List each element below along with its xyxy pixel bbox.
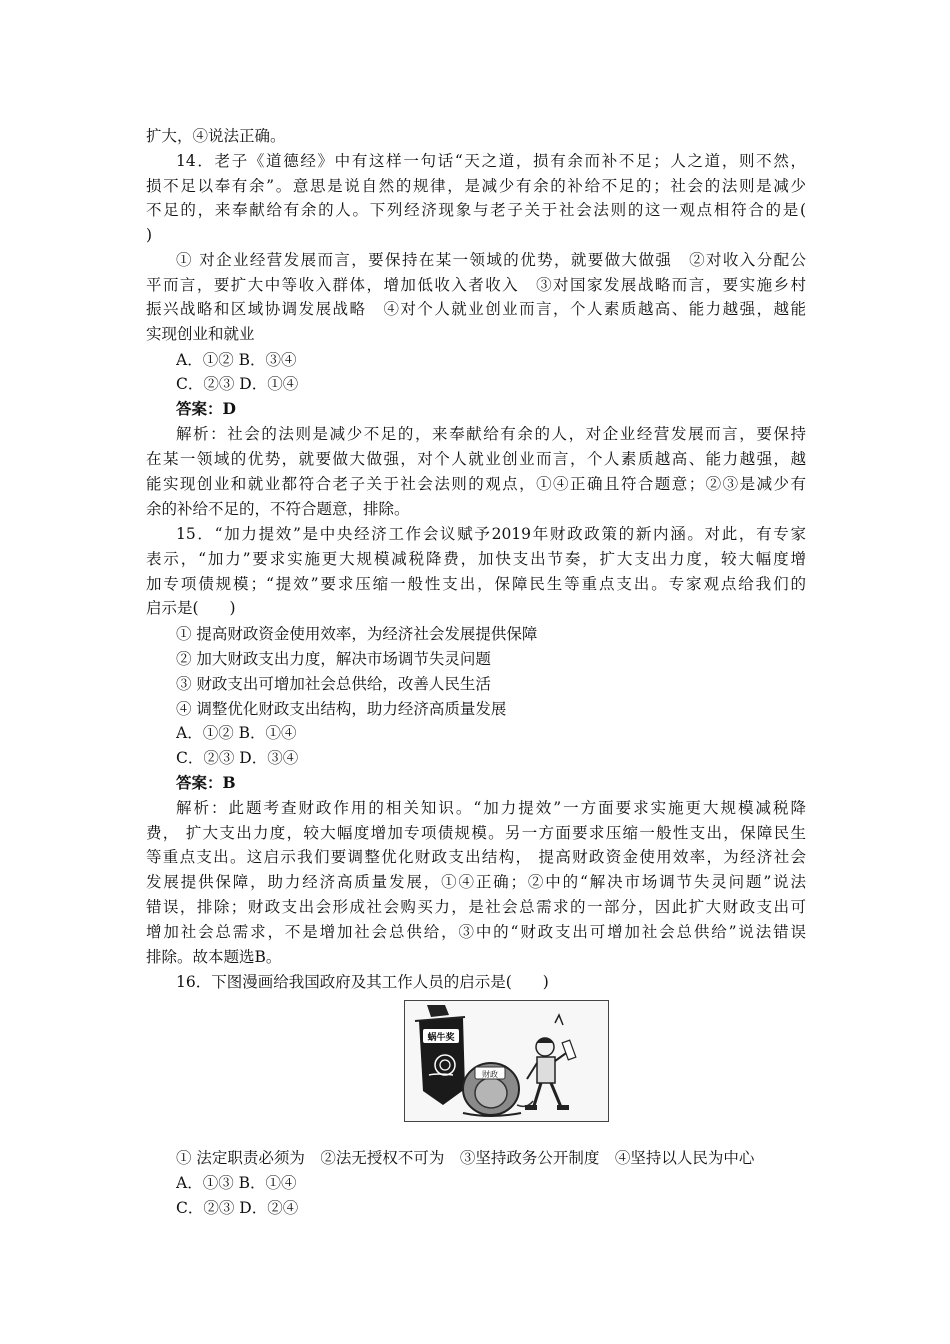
text-line: ): [146, 226, 153, 244]
answer-choices: A．①③ B．①④: [176, 1174, 297, 1192]
text-line: 能实现创业和就业都符合老子关于社会法则的观点，①④正确且符合题意；②③是减少有: [146, 475, 806, 493]
text-line: 平而言，要扩大中等收入群体，增加低收入者收入 ③对国家发展战略而言，要实施乡村: [146, 276, 806, 294]
text-line: 发展提供保障，助力经济高质量发展，①④正确；②中的“解决市场调节失灵问题”说法: [146, 873, 806, 891]
text-line: 不足的，来奉献给有余的人。下列经济现象与老子关于社会法则的这一观点相符合的是(: [146, 201, 806, 219]
option-item: ② 加大财政支出力度，解决市场调节失灵问题: [176, 650, 491, 668]
text-line: 实现创业和就业: [146, 325, 255, 343]
text-line: 余的补给不足的，不符合题意，排除。: [146, 500, 410, 518]
option-list: ① 法定职责必须为 ②法无授权不可为 ③坚持政务公开制度 ④坚持以人民为中心: [176, 1149, 755, 1167]
option-list: ① 对企业经营发展而言，要保持在某一领域的优势，就要做大做强 ②对收入分配公: [176, 251, 806, 269]
shell-text: 财政: [482, 1070, 498, 1079]
cartoon-image: [404, 1000, 609, 1122]
text-line: 损不足以奉有余”。意思是说自然的规律，是减少有余的补给不足的；社会的法则是减少: [146, 177, 806, 195]
text-line: 增加社会总需求，不是增加社会总供给，③中的“财政支出可增加社会总供给”说法错误: [146, 923, 806, 941]
answer-choices: C．②③ D．③④: [176, 749, 299, 767]
text-line: 等重点支出。这启示我们要调整优化财政支出结构， 提高财政资金使用效率，为经济社会: [146, 848, 806, 866]
text-line: 费， 扩大支出力度，较大幅度增加专项债规模。另一方面要求压缩一般性支出，保障民生: [146, 824, 806, 842]
analysis-text: 解析：社会的法则是减少不足的，来奉献给有余的人，对企业经营发展而言，要保持: [176, 425, 806, 443]
analysis-text: 解析：此题考查财政作用的相关知识。“加力提效”一方面要求实施更大规模减税降: [176, 799, 806, 817]
hand-shape: [427, 1005, 449, 1017]
text-line: 加专项债规模；“提效”要求压缩一般性支出，保障民生等重点支出。专家观点给我们的: [146, 575, 806, 593]
text-line: 启示是( ): [146, 599, 236, 617]
answer-label: 答案：B: [176, 773, 236, 792]
option-item: ④ 调整优化财政支出结构，助力经济高质量发展: [176, 700, 507, 718]
question-16-stem: 16．下图漫画给我国政府及其工作人员的启示是( ): [176, 973, 549, 991]
answer-choices: A．①② B．①④: [176, 724, 297, 742]
text-line: 排除。故本题选B。: [146, 948, 282, 966]
answer-choices: A．①② B．③④: [176, 351, 297, 369]
option-item: ③ 财政支出可增加社会总供给，改善人民生活: [176, 675, 491, 693]
answer-choices: C．②③ D．①④: [176, 375, 299, 393]
option-item: ① 提高财政资金使用效率，为经济社会发展提供保障: [176, 625, 538, 643]
banner-text: 蜗牛奖: [427, 1033, 455, 1043]
text-line: 振兴战略和区域协调发展战略 ④对个人就业创业而言，个人素质越高、能力越强，越能: [146, 300, 806, 318]
answer-choices: C．②③ D．②④: [176, 1199, 299, 1217]
text-line: 表示，“加力”要求实施更大规模减税降费，加快支出节奏，扩大支出力度，较大幅度增: [146, 550, 806, 568]
question-14-stem: 14．老子《道德经》中有这样一句话“天之道，损有余而补不足；人之道，则不然，: [176, 152, 806, 170]
question-15-stem: 15．“加力提效”是中央经济工作会议赋予2019年财政政策的新内涵。对此，有专家: [176, 525, 806, 543]
cartoon-drawing: [405, 1001, 609, 1122]
text-line: 扩大，④说法正确。: [146, 127, 286, 145]
text-line: 在某一领域的优势，就要做大做强，对个人就业创业而言，个人素质越高、能力越强，越: [146, 450, 806, 468]
text-line: 错误，排除；财政支出会形成社会购买力，是社会总需求的一部分，因此扩大财政支出可: [146, 898, 806, 916]
answer-label: 答案：D: [176, 399, 236, 418]
